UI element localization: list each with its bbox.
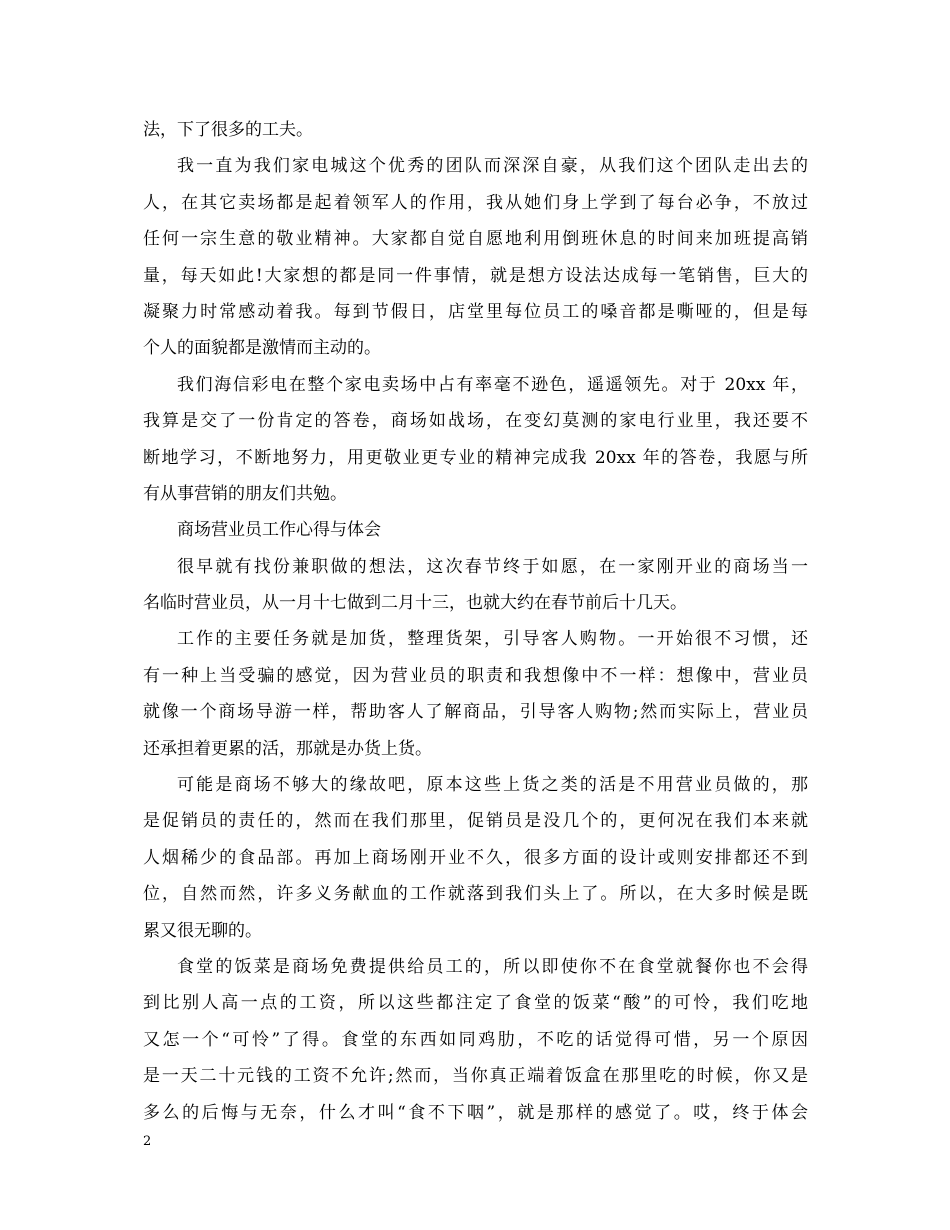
text-line: 人，在其它卖场都是起着领军人的作用，我从她们身上学到了每台必争，不放过 xyxy=(143,192,808,213)
text-line: 食堂的饭菜是商场免费提供给员工的，所以即使你不在食堂就餐你也不会得 xyxy=(177,956,808,977)
text-line: 到比别人高一点的工资，所以这些都注定了食堂的饭菜“酸”的可怜，我们吃地 xyxy=(143,993,808,1014)
text-line: 凝聚力时常感动着我。每到节假日，店堂里每位员工的嗓音都是嘶哑的，但是每 xyxy=(143,301,808,322)
text-line: 有从事营销的朋友们共勉。 xyxy=(143,483,347,504)
text-line: 就像一个商场导游一样，帮助客人了解商品，引导客人购物;然而实际上，营业员 xyxy=(143,702,808,723)
text-line: 个人的面貌都是激情而主动的。 xyxy=(143,338,381,359)
text-line: 位，自然而然，许多义务献血的工作就落到我们头上了。所以，在大多时候是既 xyxy=(143,884,808,905)
text-line: 还承担着更累的活，那就是办货上货。 xyxy=(143,738,432,759)
text-line: 法，下了很多的工夫。 xyxy=(143,120,313,140)
text-line: 是促销员的责任的，然而在我们那里，促销员是没几个的，更何况在我们本来就 xyxy=(143,811,808,832)
text-line: 有一种上当受骗的感觉，因为营业员的职责和我想像中不一样：想像中，营业员 xyxy=(143,665,808,686)
text-line: 累又很无聊的。 xyxy=(143,920,262,941)
text-line: 任何一宗生意的敬业精神。大家都自觉自愿地利用倒班休息的时间来加班提高销 xyxy=(143,229,808,250)
text-line: 很早就有找份兼职做的想法，这次春节终于如愿，在一家刚开业的商场当一 xyxy=(177,556,808,577)
text-line: 多么的后悔与无奈，什么才叫“食不下咽”，就是那样的感觉了。哎，终于体会 xyxy=(143,1102,808,1123)
text-line: 断地学习，不断地努力，用更敬业更专业的精神完成我 20xx 年的答卷，我愿与所 xyxy=(143,447,808,468)
text-line: 名临时营业员，从一月十七做到二月十三，也就大约在春节前后十几天。 xyxy=(143,593,687,614)
page-number: 2 xyxy=(143,1134,152,1149)
text-line: 我们海信彩电在整个家电卖场中占有率毫不逊色，遥遥领先。对于 20xx 年， xyxy=(177,374,808,395)
text-line: 量，每天如此!大家想的都是同一件事情，就是想方设法达成每一笔销售，巨大的 xyxy=(143,265,808,286)
text-line: 我算是交了一份肯定的答卷，商场如战场，在变幻莫测的家电行业里，我还要不 xyxy=(143,411,808,432)
text-line: 人烟稀少的食品部。再加上商场刚开业不久，很多方面的设计或则安排都还不到 xyxy=(143,847,808,868)
text-line: 又怎一个“可怜”了得。食堂的东西如同鸡肋，不吃的话觉得可惜，另一个原因 xyxy=(143,1029,808,1050)
text-line: 工作的主要任务就是加货，整理货架，引导客人购物。一开始很不习惯，还 xyxy=(177,629,808,650)
text-line: 我一直为我们家电城这个优秀的团队而深深自豪，从我们这个团队走出去的 xyxy=(177,156,808,177)
text-line: 是一天二十元钱的工资不允许;然而，当你真正端着饭盒在那里吃的时候，你又是 xyxy=(143,1066,808,1087)
text-line: 可能是商场不够大的缘故吧，原本这些上货之类的活是不用营业员做的，那 xyxy=(177,775,808,796)
body-text xyxy=(143,112,808,1131)
text-line: 商场营业员工作心得与体会 xyxy=(177,520,381,541)
